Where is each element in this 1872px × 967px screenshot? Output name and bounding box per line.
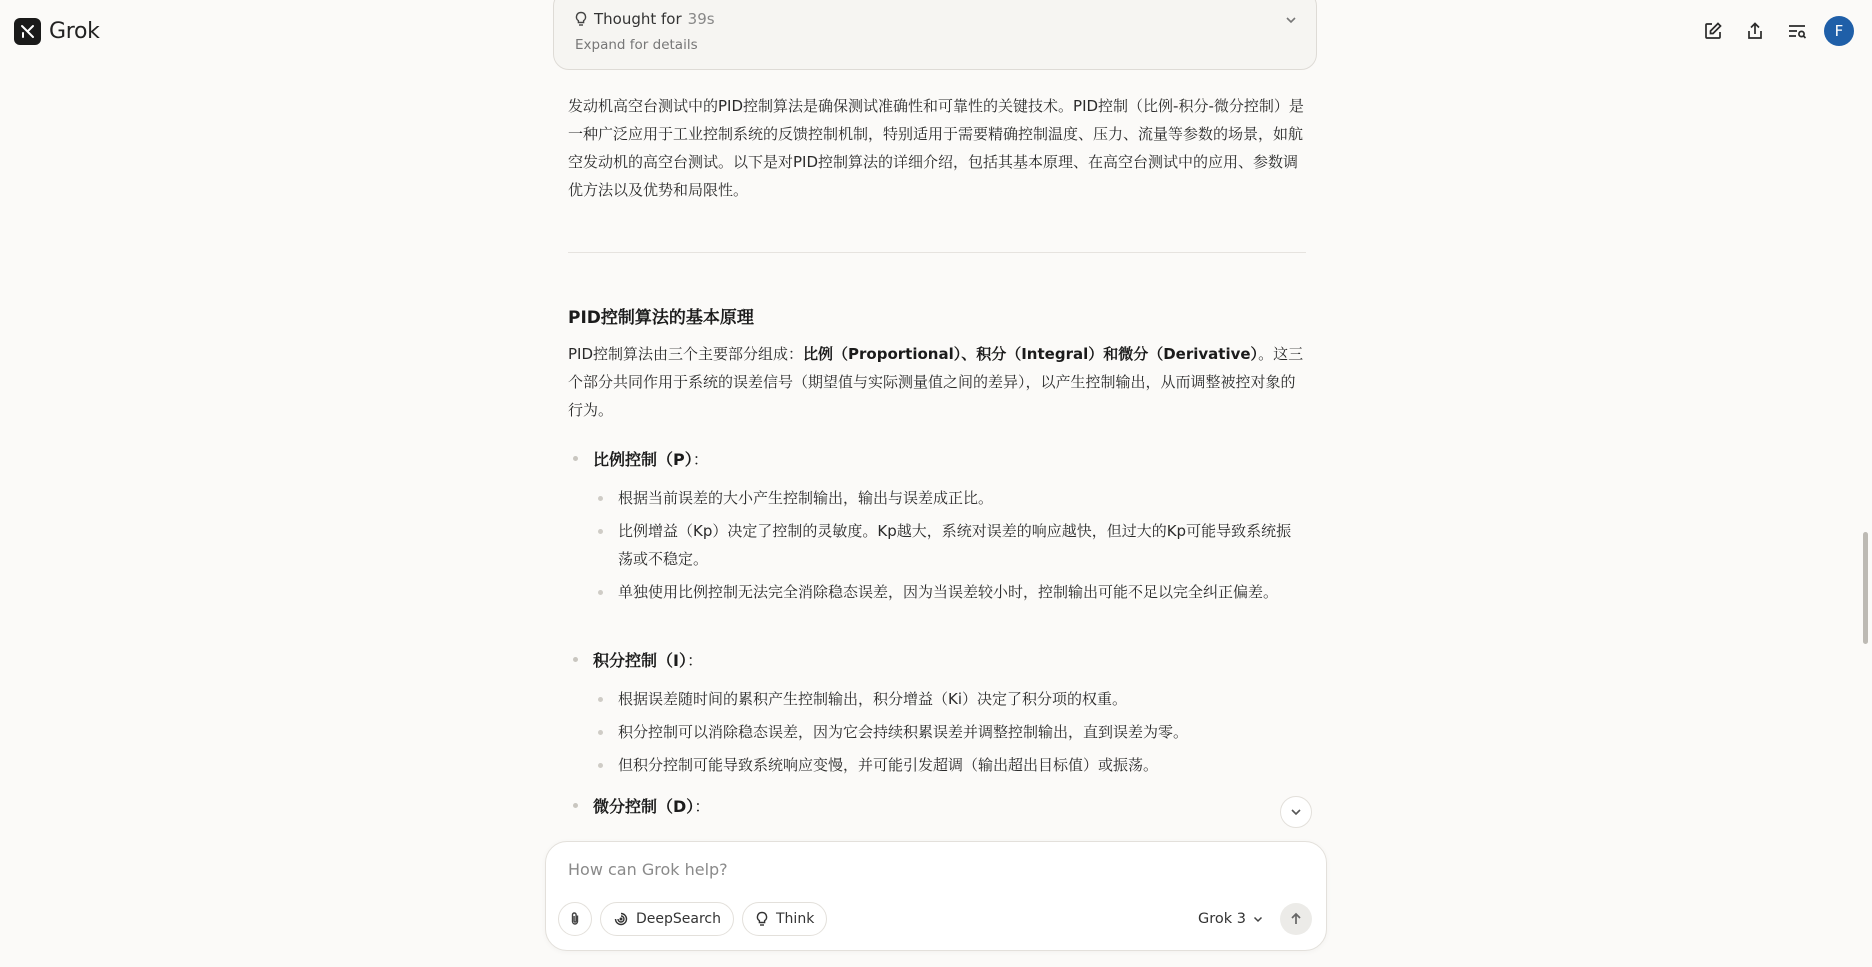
scrollbar-thumb[interactable]: [1863, 532, 1868, 644]
think-label: Think: [776, 911, 815, 927]
section-para-prefix: PID控制算法由三个主要部分组成：: [568, 345, 804, 363]
list-item: 根据误差随时间的累积产生控制输出，积分增益（Ki）决定了积分项的权重。: [618, 690, 1128, 708]
thought-panel[interactable]: [553, 0, 1317, 70]
item-title-colon: ：: [686, 651, 703, 670]
list-item: 但积分控制可能导致系统响应变慢，并可能引发超调（输出超出目标值）或振荡。: [618, 756, 1159, 774]
bullet: [573, 456, 578, 461]
bullet: [598, 496, 603, 501]
divider: [568, 252, 1306, 253]
list-item-title: [593, 648, 703, 671]
list-item: 根据当前误差的大小产生控制输出，输出与误差成正比。: [618, 489, 994, 507]
list-item-title: [593, 447, 709, 470]
think-button[interactable]: [742, 902, 827, 936]
list-item: 积分控制可以消除稳态误差，因为它会持续积累误差并调整控制输出，直到误差为零。: [618, 723, 1189, 741]
bullet: [573, 803, 578, 808]
chevron-down-icon: [1289, 805, 1303, 819]
section-para-suffix: 。这三个部分共同作用于系统的误差信号（期望值与实际测量值之间的差异），以产生控制输出，从而调整被控对象的行为。: [568, 345, 1304, 419]
bullet: [598, 590, 603, 595]
share-icon: [1745, 21, 1765, 41]
model-label: Grok 3: [1198, 911, 1246, 927]
grok-logo-icon: [14, 18, 41, 45]
grok-logo[interactable]: [14, 18, 100, 45]
history-search-icon: [1787, 21, 1807, 41]
item-title-colon: ：: [692, 450, 709, 469]
arrow-up-icon: [1288, 911, 1304, 927]
thought-subtitle: Expand for details: [575, 37, 698, 53]
attach-button[interactable]: [558, 902, 592, 936]
history-button[interactable]: [1782, 16, 1812, 46]
item-title-text: 比例控制（P）: [593, 450, 693, 469]
list-item: 单独使用比例控制无法完全消除稳态误差，因为当误差较小时，控制输出可能不足以完全纠正偏差。: [618, 583, 1279, 601]
app-name: Grok: [49, 19, 100, 44]
item-title-text: 微分控制（D）: [593, 797, 695, 816]
section-paragraph: [568, 340, 1306, 424]
thought-label: Thought for: [594, 10, 682, 28]
scroll-to-bottom-button[interactable]: [1280, 796, 1312, 828]
item-title-text: 积分控制（I）: [593, 651, 687, 670]
top-actions: [1698, 16, 1854, 46]
deepsearch-icon: [613, 911, 629, 927]
prompt-input[interactable]: [568, 860, 1268, 879]
model-selector[interactable]: [1198, 911, 1264, 927]
deepsearch-label: DeepSearch: [636, 911, 721, 927]
lightbulb-icon: [574, 11, 588, 27]
user-avatar[interactable]: F: [1824, 16, 1854, 46]
new-chat-button[interactable]: [1698, 16, 1728, 46]
share-button[interactable]: [1740, 16, 1770, 46]
bullet: [598, 697, 603, 702]
message-composer: [545, 841, 1327, 951]
bullet: [598, 763, 603, 768]
edit-icon: [1703, 21, 1723, 41]
paperclip-icon: [567, 911, 583, 927]
thought-duration: 39s: [687, 10, 715, 28]
lightbulb-icon: [755, 911, 769, 927]
section-heading: PID控制算法的基本原理: [568, 308, 754, 328]
section-para-bold: 比例（Proportional）、积分（Integral）和微分（Derivative）: [803, 345, 1259, 363]
bullet: [598, 730, 603, 735]
send-button[interactable]: [1280, 903, 1312, 935]
thought-header: [574, 10, 715, 28]
chevron-down-icon[interactable]: [1284, 12, 1298, 31]
bullet: [573, 657, 578, 662]
item-title-colon: ：: [694, 797, 711, 816]
list-item-title: [593, 794, 710, 817]
deepsearch-button[interactable]: [600, 902, 734, 936]
intro-paragraph: 发动机高空台测试中的PID控制算法是确保测试准确性和可靠性的关键技术。PID控制（比例-积分-微分控制）是一种广泛应用于工业控制系统的反馈控制机制，特别适用于需要精确控制温度、压力、流量等参数的场景，如航空发动机的高空台测试。以下是对PID控制算法的详细介绍，包括其基本原理、在高空台测试中的应用、参数调优方法以及优势和局限性。: [568, 97, 1304, 199]
list-item: 比例增益（Kp）决定了控制的灵敏度。Kp越大，系统对误差的响应越快，但过大的Kp可能导致系统振荡或不稳定。: [618, 522, 1292, 568]
bullet: [598, 529, 603, 534]
chevron-down-icon: [1252, 913, 1264, 925]
